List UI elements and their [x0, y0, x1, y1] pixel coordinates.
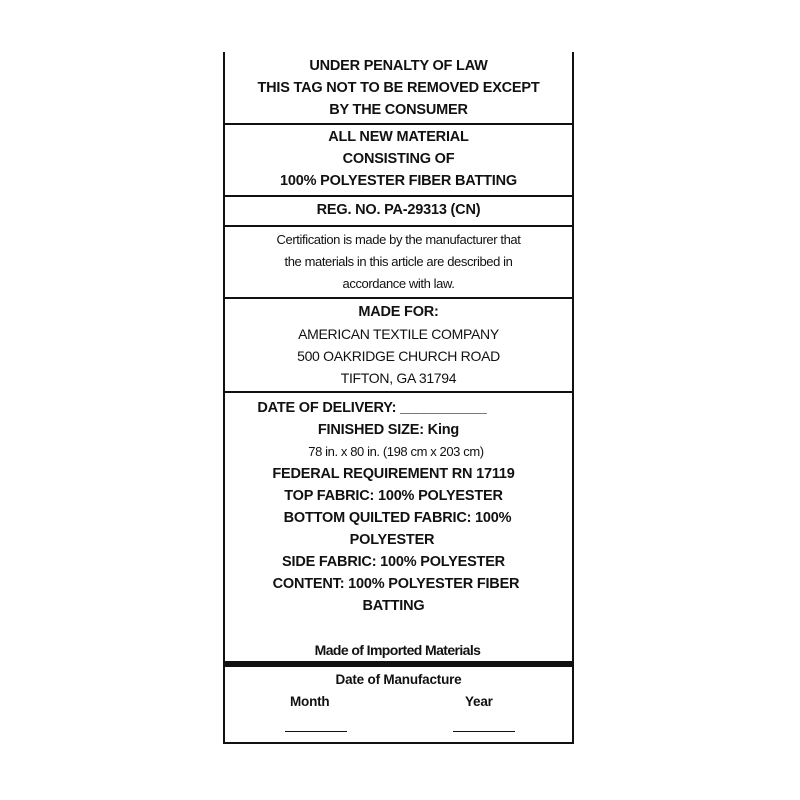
finished-size: FINISHED SIZE: King — [317, 422, 460, 438]
dimensions: 78 in. x 80 in. (198 cm x 203 cm) — [308, 444, 484, 459]
thick-divider — [225, 661, 572, 667]
material-line-1: ALL NEW MATERIAL — [328, 129, 469, 145]
bottom-fabric-line-2: POLYESTER — [349, 532, 435, 548]
bottom-fabric-line-1: BOTTOM QUILTED FABRIC: 100% — [283, 510, 512, 526]
certification-line-3: accordance with law. — [342, 276, 455, 291]
penalty-section — [225, 52, 572, 125]
material-section — [225, 125, 572, 197]
penalty-line-3: BY THE CONSUMER — [329, 102, 468, 118]
company-name: AMERICAN TEXTILE COMPANY — [298, 326, 499, 342]
certification-line-2: the materials in this article are described in — [284, 254, 513, 269]
content-line-1: CONTENT: 100% POLYESTER FIBER — [272, 576, 520, 592]
made-for-heading: MADE FOR: — [358, 304, 439, 320]
imported-materials: Made of Imported Materials — [314, 642, 481, 658]
year-blank-line — [453, 731, 515, 732]
federal-requirement: FEDERAL REQUIREMENT RN 17119 — [272, 466, 515, 482]
registration-section — [225, 197, 572, 227]
made-for-section — [225, 299, 572, 393]
month-blank-line — [285, 731, 347, 732]
penalty-line-2: THIS TAG NOT TO BE REMOVED EXCEPT — [257, 80, 540, 96]
certification-line-1: Certification is made by the manufacturer that — [276, 232, 521, 247]
material-line-2: CONSISTING OF — [342, 151, 455, 167]
registration-number: REG. NO. PA-29313 (CN) — [316, 202, 481, 218]
side-fabric: SIDE FABRIC: 100% POLYESTER — [282, 554, 505, 570]
penalty-line-1: UNDER PENALTY OF LAW — [309, 58, 488, 74]
certification-section — [225, 227, 572, 299]
delivery-date-label: DATE OF DELIVERY: ___________ — [257, 400, 487, 416]
material-line-3: 100% POLYESTER FIBER BATTING — [280, 173, 517, 189]
company-city: TIFTON, GA 31794 — [340, 370, 457, 386]
top-fabric: TOP FABRIC: 100% POLYESTER — [284, 488, 503, 504]
manufacture-year-label: Year — [465, 694, 493, 709]
content-line-2: BATTING — [362, 598, 425, 614]
law-tag — [223, 52, 574, 744]
manufacture-month-label: Month — [290, 694, 330, 709]
manufacture-heading: Date of Manufacture — [335, 672, 462, 687]
company-street: 500 OAKRIDGE CHURCH ROAD — [297, 348, 500, 364]
